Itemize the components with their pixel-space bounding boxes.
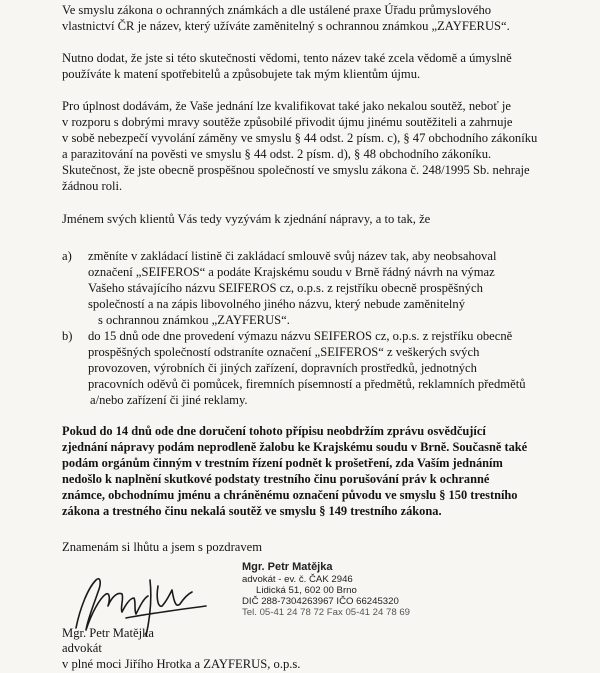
list-item-a	[88, 248, 588, 328]
paragraph-line: v sobě nebezpečí vyvolání záměny ve smyslu § 44 odst. 2 písm. c), § 47 obchodního zákoníku	[62, 131, 538, 145]
paragraph-line: Ve smyslu zákona o ochranných známkách a dle ustálené praxe Úřadu průmyslového	[62, 3, 492, 17]
stamp-phone: Tel. 05-41 24 78 72 Fax 05-41 24 78 69	[242, 607, 411, 618]
paragraph-line: v rozporu s dobrými mravy soutěže způsobilé přivodit újmu jinému soutěžiteli a zahrnuje	[62, 115, 513, 129]
paragraph-line: Pro úplnost dodávám, že Vaše jednání lze kvalifikovat také jako nekalou soutěž, neboť je	[62, 99, 511, 113]
list-item-line: společností a na zápis libovolného jiného názvu, který nebude zaměnitelný	[88, 297, 466, 311]
paragraph-trademark	[62, 2, 582, 34]
list-item-letter-b: b)	[62, 329, 73, 343]
stamp-title: advokát - ev. č. ČAK 2946	[242, 574, 353, 585]
paragraph-line: žádnou roli.	[62, 179, 123, 193]
paragraph-awareness	[62, 50, 582, 82]
paragraph-line: Nutno dodat, že jste si této skutečnosti vědomi, tento název také zcela vědomě a úmyslně	[62, 51, 512, 65]
list-item-letter-a: a)	[62, 249, 72, 263]
list-item-line: pracovních oděvů či pomůcek, firemních písemností a předmětů, reklamních předmětů	[88, 377, 526, 391]
signatory-name: Mgr. Petr Matějka	[62, 626, 154, 640]
list-item-line: provozoven, výrobních či jiných zařízení, dopravních prostředků, jednotných	[88, 361, 477, 375]
stamp-address: Lidická 51, 602 00 Brno	[256, 585, 357, 596]
paragraph-line: vlastnictví ČR je název, který užíváte zaměnitelný s ochrannou známkou „ZAYFERUS“.	[62, 19, 510, 33]
paragraph-line: používáte k matení spotřebitelů a způsobujete tak mým klientům újmu.	[62, 67, 421, 81]
paragraph-line: zákona a trestného činu nekalá soutěž ve smyslu § 149 trestního zákona.	[62, 504, 442, 518]
list-item-line: prospěšných společností odstraníte označení „SEIFEROS“ z veškerých svých	[88, 345, 480, 359]
paragraph-line: Jménem svých klientů Vás tedy vyzývám k zjednání nápravy, a to tak, že	[62, 212, 431, 226]
stamp-ids: DIČ 288-7304263967 IČO 66245320	[242, 596, 399, 607]
list-item-line: označení „SEIFEROS“ a podáte Krajskému soudu v Brně řádný návrh na výmaz	[88, 265, 495, 279]
paragraph-line: a parazitování na pověsti ve smyslu § 44 odst. 2 písm. d), § 48 obchodního zákoníku.	[62, 147, 492, 161]
paragraph-line: známce, obchodnímu jménu a chráněnému označení původu ve smyslu § 150 trestního	[62, 488, 518, 502]
list-item-line: a/nebo zařízení či jiné reklamy.	[90, 393, 248, 407]
list-item-line: do 15 dnů ode dne provedení výmazu názvu SEIFEROS cz, o.p.s. z rejstříku obecně	[88, 329, 513, 343]
paragraph-line: zjednání nápravy podám neprodleně žalobu ke Krajskému soudu v Brně. Současně také	[62, 440, 528, 454]
list-item-line: změníte v zakládací listině či zakládací smlouvě svůj název tak, aby neobsahoval	[88, 249, 497, 263]
signatory-role: advokát	[62, 641, 102, 655]
paragraph-legal-warning	[62, 423, 592, 519]
stamp-name: Mgr. Petr Matějka	[242, 561, 333, 573]
signatory-on-behalf: v plné moci Jiřího Hrotka a ZAYFERUS, o.p.s.	[62, 657, 301, 671]
list-item-b	[88, 328, 588, 408]
paragraph-line: nedošlo k naplnění skutkové podstaty trestního činu porušování práv k ochranné	[62, 472, 490, 486]
paragraph-unfair-competition	[62, 98, 582, 194]
lawyer-stamp	[242, 561, 411, 618]
greeting: Znamenám si lhůtu a jsem s pozdravem	[62, 540, 263, 554]
list-item-line: s ochrannou známkou „ZAYFERUS“.	[98, 313, 290, 327]
paragraph-demand-intro	[62, 211, 582, 227]
paragraph-line: Pokud do 14 dnů ode dne doručení tohoto přípisu neobdržím zprávu osvědčující	[62, 424, 486, 438]
paragraph-line: podám orgánům činným v trestním řízení podnět k prošetření, zda Vaším jednáním	[62, 456, 503, 470]
list-item-line: Vašeho stávajícího názvu SEIFEROS cz, o.p.s. z rejstříku obecně prospěšných	[88, 281, 483, 295]
paragraph-line: Skutečnost, že jste obecně prospěšnou společností ve smyslu zákona č. 248/1995 Sb. nehraje	[62, 163, 530, 177]
